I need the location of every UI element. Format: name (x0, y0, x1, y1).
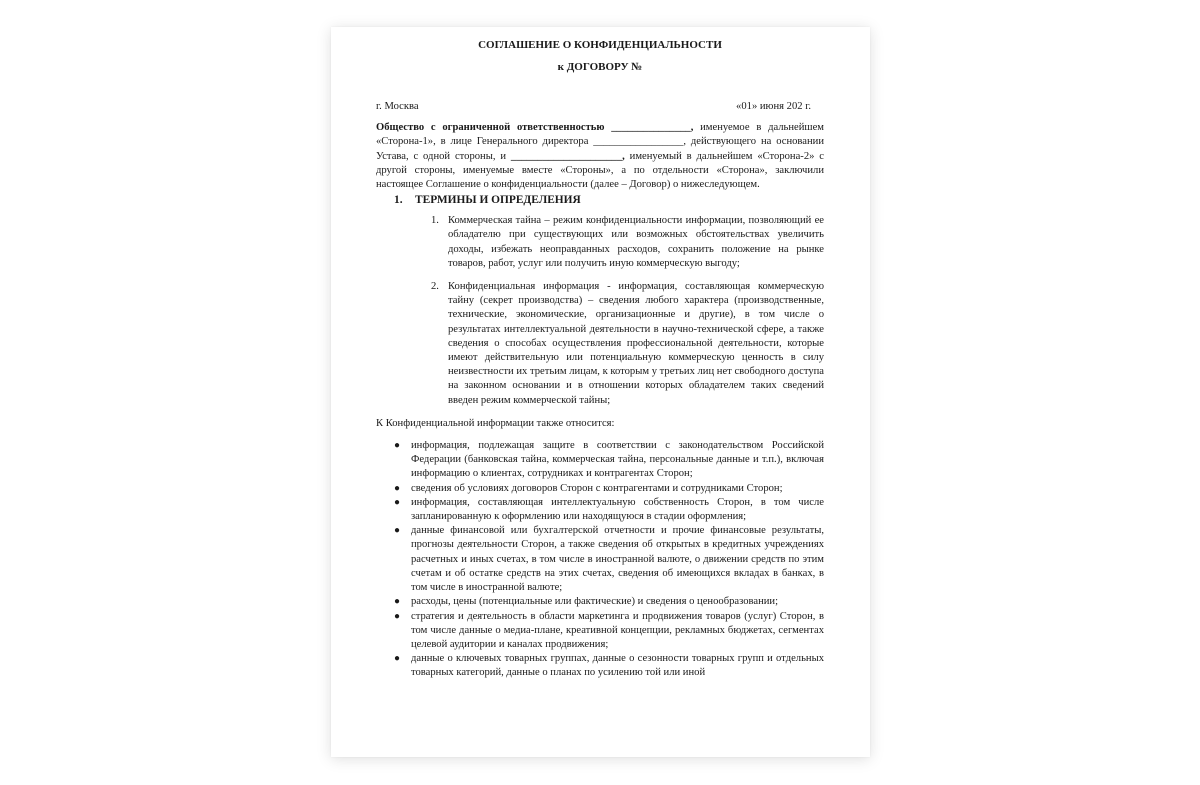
bullet-icon: ● (394, 525, 401, 537)
bullet-text: расходы, цены (потенциальные или фактические) и сведения о ценообразовании; (411, 596, 779, 608)
bullet-text: данные финансовой или бухгалтерской отчетности и прочие финансовые результаты, прогнозы деятельности Сторон, а также сведения об открытых в кредитных учреждениях расчетных и иных счетах, в том числе в иностранной валюте, о движении средств по этим счетам и об остатке средств на этих счетах, сведения об имеющихся вкладах в банках, в том числе в иностранной валюте; (411, 525, 824, 594)
bullet-icon: ● (394, 496, 401, 508)
section-heading (376, 193, 824, 208)
company-name: Общество с ограниченной ответственностью _______________, (376, 122, 694, 134)
definition-text: Конфиденциальная информация - информация, составляющая коммерческую тайну (секрет производства) – сведения любого характера (производственные, технические, экономические, организационные и другие), в том числе о результатах интеллектуальной деятельности в научно-технической сфере, а также сведения о способах осуществления профессиональной деятельности, которые имеют действительную или потенциальную коммерческую ценность в силу неизвестности их третьим лицам, к которым у третьих лиц нет свободного доступа на законном основании и в отношении которых обладателем таких сведений введен режим коммерческой тайны; (448, 281, 824, 406)
bullet-icon: ● (394, 440, 401, 452)
bullet-icon: ● (394, 610, 401, 622)
bullet-text: информация, подлежащая защите в соответствии с законодательством Российской Федерации (банковская тайна, коммерческая тайна, персональные данные и т.п.), включая информацию о клиентах, сотрудниках и контрагентах Сторон; (411, 440, 824, 480)
definition-text: Коммерческая тайна – режим конфиденциальности информации, позволяющий ее обладателю при существующих или возможных обстоятельствах увеличить доходы, избежать неоправданных расходов, сохранить положение на рынке товаров, работ, услуг или получить иную коммерческую выгоду; (448, 215, 824, 269)
bullet-list (376, 439, 824, 680)
bullet-text: информация, составляющая интеллектуальную собственность Сторон, в том числе запланированную к оформлению или находящуюся в стадии оформления; (411, 496, 824, 523)
bullet-item (394, 524, 824, 595)
definitions-list (376, 214, 824, 408)
bullet-item (394, 595, 824, 609)
also-includes-text: К Конфиденциальной информации также относится: (376, 417, 615, 429)
bullet-item (394, 496, 824, 524)
date: «01» июня 202 г. (736, 101, 811, 112)
bullet-item (394, 482, 824, 496)
section-number: 1. (394, 194, 403, 207)
bullet-text: стратегия и деятельность в области маркетинга и продвижения товаров (услуг) Сторон, в том числе данные о медиа-плане, креативной концепции, рекламных бюджетах, сегментах целевой аудитории и каналах продвижения; (411, 610, 824, 650)
intro-paragraph (376, 121, 824, 192)
definition-number: 2. (431, 281, 439, 293)
section-title: ТЕРМИНЫ И ОПРЕДЕЛЕНИЯ (415, 194, 581, 207)
bullet-icon: ● (394, 653, 401, 665)
bullet-text: сведения об условиях договоров Сторон с контрагентами и сотрудниками Сторон; (411, 482, 783, 494)
bullet-text: данные о ключевых товарных группах, данные о сезонности товарных групп и отдельных товарных категорий, данные о планах по усилению той или иной (411, 653, 824, 679)
bullet-icon: ● (394, 596, 401, 608)
document-page (331, 27, 870, 757)
bullet-item (394, 439, 824, 482)
intro-text-2: именуемый в дальнейшем «Сторона-2» с другой стороны, именуемые вместе «Стороны», а по отдельности «Сторона», заключили настоящее Соглашение о конфиденциальности (далее – Договор) о нижеследующем. (376, 150, 824, 191)
place-date-row (376, 100, 824, 114)
definition-item (431, 214, 824, 271)
definition-number: 1. (431, 215, 439, 227)
bullet-icon: ● (394, 482, 401, 494)
document-subtitle: к ДОГОВОРУ № (557, 61, 643, 73)
intro-text: именуемое в дальнейшем «Сторона-1», в лице Генерального директора _________________, действующего на основании Устава, с одной стороны, и (376, 122, 824, 162)
city: г. Москва (376, 101, 419, 112)
document-title: СОГЛАШЕНИЕ О КОНФИДЕНЦИАЛЬНОСТИ (478, 39, 722, 51)
party2-name: _____________________, (510, 150, 625, 162)
bullet-item (394, 610, 824, 653)
definition-item (431, 280, 824, 408)
bullet-item (394, 652, 824, 680)
